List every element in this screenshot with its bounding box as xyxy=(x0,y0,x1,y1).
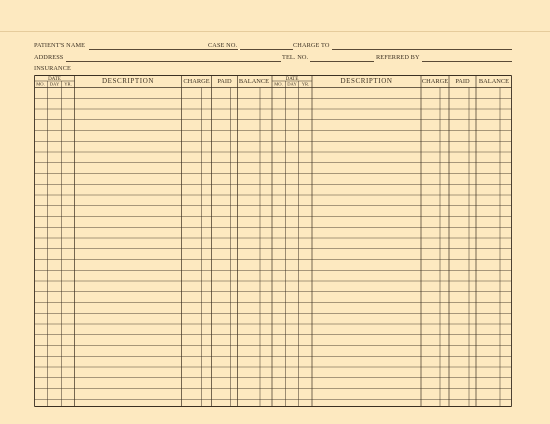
grid-lines xyxy=(35,76,512,407)
column-headers xyxy=(36,77,509,87)
day-header-right: DAY xyxy=(287,81,297,87)
mo-header-left: MO. xyxy=(36,81,45,87)
mo-header-right: MO. xyxy=(274,81,283,87)
description-header-left: DESCRIPTION xyxy=(101,77,155,85)
header-row-insurance xyxy=(34,65,512,75)
paid-header-left: PAID xyxy=(217,78,232,85)
day-header-left: DAY xyxy=(49,81,60,87)
charge-header-right: CHARGE xyxy=(421,78,449,85)
header-row-patient xyxy=(34,42,512,52)
balance-header-right: BALANCE xyxy=(478,78,510,85)
description-header-right: DESCRIPTION xyxy=(340,77,393,85)
patients-name-field[interactable] xyxy=(89,49,238,50)
charge-header-left: CHARGE xyxy=(183,78,210,85)
case-no-label: CASE NO. xyxy=(208,42,238,49)
address-field[interactable] xyxy=(66,61,281,62)
referred-by-field[interactable] xyxy=(422,61,512,62)
date-header-left: DATE xyxy=(48,76,61,82)
header-row-address xyxy=(34,54,512,64)
tel-no-label: TEL. NO. xyxy=(282,54,309,61)
insurance-label: INSURANCE xyxy=(34,65,71,72)
charge-to-field[interactable] xyxy=(332,49,512,50)
fold-line xyxy=(0,31,550,32)
tel-no-field[interactable] xyxy=(310,61,374,62)
charge-to-label: CHARGE TO xyxy=(293,42,330,49)
ledger-grid xyxy=(34,75,512,407)
address-label: ADDRESS xyxy=(34,54,64,61)
yr-header-right: YR. xyxy=(301,81,310,87)
ledger-table xyxy=(34,75,512,407)
patients-name-label: PATIENT'S NAME xyxy=(34,42,86,49)
case-no-field[interactable] xyxy=(240,49,293,50)
paid-header-right: PAID xyxy=(455,78,470,85)
date-header-right: DATE xyxy=(285,76,299,82)
yr-header-left: YR. xyxy=(64,81,72,87)
referred-by-label: REFERRED BY xyxy=(376,54,420,61)
balance-header-left: BALANCE xyxy=(238,78,270,85)
